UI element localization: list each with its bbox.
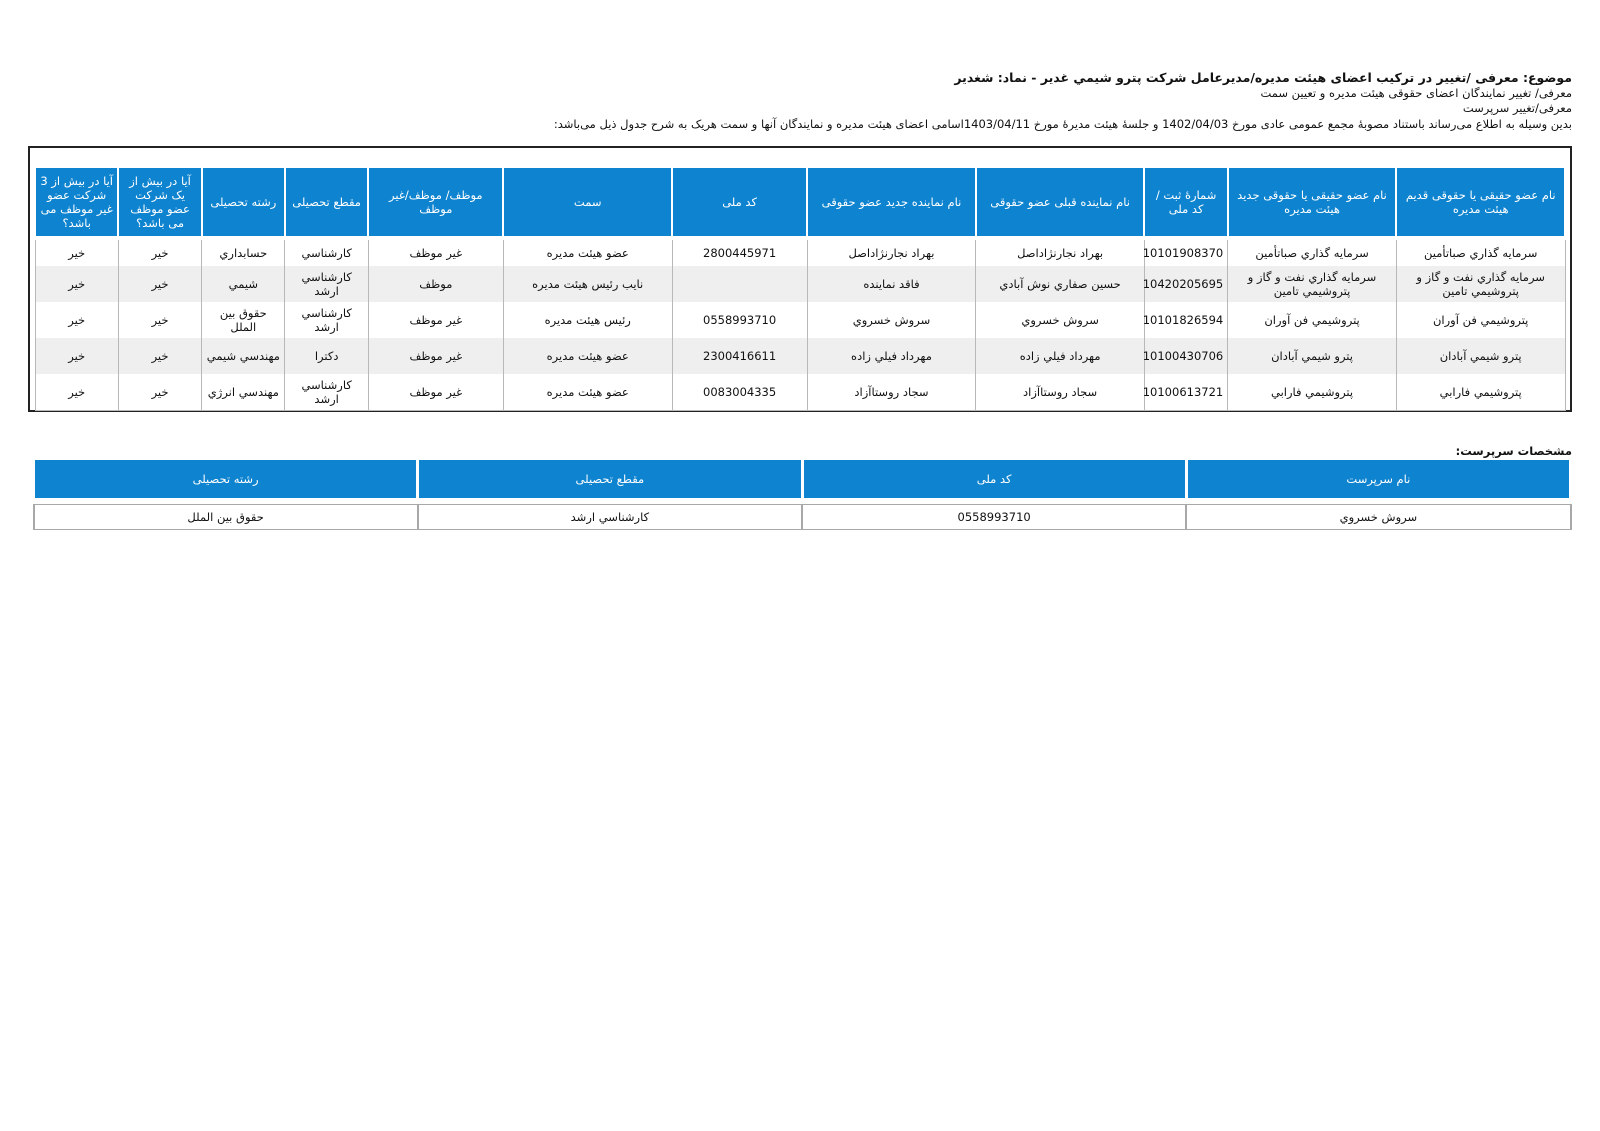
cell-new-representative: فاقد نماینده <box>807 266 976 302</box>
cell-field-of-study: حسابداري <box>202 240 285 266</box>
cell-previous-representative: سروش خسروي <box>976 302 1145 338</box>
cell-new-member: پترو شیمي آبادان <box>1228 338 1397 374</box>
cell-education-level: کارشناسي ارشد <box>285 302 368 338</box>
col-header-supervisor-national-id: کد ملی <box>802 460 1186 498</box>
cell-previous-representative: حسین صفاري نوش آبادي <box>976 266 1145 302</box>
cell-new-representative: سجاد روستاآزاد <box>807 374 976 411</box>
intro-line-3: بدین وسیله به اطلاع می‌رساند باستناد مصوبهٔ مجمع عمومی عادی مورخ 1402/04/03 و جلسهٔ هیئت مدیرهٔ مورخ 1403/04/11اسامی اعضای هیئت مدیره و نمایندگان آنها و سمت هریک به شرح جدول ذیل می‌باشد: <box>553 116 1572 131</box>
cell-education-level: دکترا <box>285 338 368 374</box>
col-header-supervisor-field-of-study: رشته تحصیلی <box>34 460 418 498</box>
cell-education-level: کارشناسي <box>285 240 368 266</box>
col-header-previous-representative: نام نماینده قبلی عضو حقوقی <box>976 168 1145 236</box>
cell-new-member: پتروشیمي فن آوران <box>1228 302 1397 338</box>
cell-old-member: پتروشیمي فارابي <box>1396 374 1565 411</box>
cell-new-member: پتروشیمي فارابي <box>1228 374 1397 411</box>
cell-supervisor-name: سروش خسروي <box>1186 505 1570 530</box>
cell-education-level: کارشناسي ارشد <box>285 374 368 411</box>
cell-previous-representative: سجاد روستاآزاد <box>976 374 1145 411</box>
cell-supervisor-education-level: کارشناسي ارشد <box>418 505 802 530</box>
cell-old-member: سرمایه گذاري نفت و گاز و پتروشیمي تامین <box>1396 266 1565 302</box>
cell-new-representative: مهرداد فیلي زاده <box>807 338 976 374</box>
cell-old-member: پترو شیمي آبادان <box>1396 338 1565 374</box>
cell-old-member: سرمایه گذاري صباتأمین <box>1396 240 1565 266</box>
announcement-header <box>32 70 1572 132</box>
cell-supervisor-field-of-study: حقوق بین الملل <box>34 505 418 530</box>
col-header-field-of-study: رشته تحصیلی <box>202 168 285 236</box>
cell-multi-non-executive: خیر <box>35 240 118 266</box>
cell-supervisor-national-id: 0558993710 <box>802 505 1186 530</box>
col-header-education-level: مقطع تحصیلی <box>285 168 368 236</box>
cell-position: عضو هیئت مدیره <box>503 338 672 374</box>
board-members-table <box>34 168 1566 411</box>
supervisor-table-wrap <box>32 460 1572 530</box>
cell-new-representative: سروش خسروي <box>807 302 976 338</box>
intro-line-1: معرفی/ تغییر نمایندگان اعضای حقوقی هیئت مدیره و تعیین سمت <box>1260 85 1572 100</box>
cell-registration-no: 10420205695 <box>1144 266 1227 302</box>
cell-executive-status: غیر موظف <box>368 302 503 338</box>
intro-line-2: معرفی/تغییر سرپرست <box>1462 101 1572 115</box>
cell-previous-representative: مهرداد فیلي زاده <box>976 338 1145 374</box>
cell-multi-non-executive: خیر <box>35 374 118 411</box>
col-header-supervisor-education-level: مقطع تحصیلی <box>418 460 802 498</box>
cell-previous-representative: بهراد نجارنژاداصل <box>976 240 1145 266</box>
cell-new-member: سرمایه گذاري صباتأمین <box>1228 240 1397 266</box>
cell-national-id: 2800445971 <box>672 240 807 266</box>
subject-line: موضوع: معرفی /تغییر در ترکیب اعضای هیئت مدیره/مدیرعامل شرکت پترو شیمي غدیر - نماد: شغدیر <box>954 70 1572 85</box>
cell-multi-executive: خیر <box>118 374 201 411</box>
cell-national-id: 2300416611 <box>672 338 807 374</box>
table-row <box>34 505 1571 530</box>
col-header-position: سمت <box>503 168 672 236</box>
cell-field-of-study: حقوق بین الملل <box>202 302 285 338</box>
supervisor-section-title: مشخصات سرپرست: <box>1455 444 1572 458</box>
cell-field-of-study: شیمي <box>202 266 285 302</box>
table-row <box>35 338 1565 374</box>
cell-national-id <box>672 266 807 302</box>
table-row <box>35 302 1565 338</box>
col-header-new-member: نام عضو حقیقی یا حقوقی جدید هیئت مدیره <box>1228 168 1397 236</box>
col-header-executive-status: موظف/ موظف/غیر موظف <box>368 168 503 236</box>
col-header-multi-executive: آیا در بیش از یک شرکت عضو موظف می باشد؟ <box>118 168 201 236</box>
cell-national-id: 0083004335 <box>672 374 807 411</box>
cell-registration-no: 10101908370 <box>1144 240 1227 266</box>
cell-executive-status: غیر موظف <box>368 338 503 374</box>
cell-multi-executive: خیر <box>118 266 201 302</box>
supervisor-header-row <box>34 460 1571 498</box>
cell-multi-executive: خیر <box>118 240 201 266</box>
cell-multi-executive: خیر <box>118 338 201 374</box>
col-header-old-member: نام عضو حقیقی یا حقوقی قدیم هیئت مدیره <box>1396 168 1565 236</box>
cell-executive-status: غیر موظف <box>368 240 503 266</box>
col-header-national-id: کد ملی <box>672 168 807 236</box>
cell-old-member: پتروشیمي فن آوران <box>1396 302 1565 338</box>
col-header-registration-no: شمارهٔ ثبت / کد ملی <box>1144 168 1227 236</box>
cell-executive-status: غیر موظف <box>368 374 503 411</box>
table-row <box>35 266 1565 302</box>
cell-new-member: سرمایه گذاري نفت و گاز و پتروشیمي تامین <box>1228 266 1397 302</box>
cell-registration-no: 10100430706 <box>1144 338 1227 374</box>
col-header-multi-non-executive: آیا در بیش از 3 شرکت عضو غیر موظف می باشد؟ <box>35 168 118 236</box>
cell-registration-no: 10101826594 <box>1144 302 1227 338</box>
board-header-row <box>35 168 1565 236</box>
cell-field-of-study: مهندسي شیمي <box>202 338 285 374</box>
cell-multi-non-executive: خیر <box>35 302 118 338</box>
cell-position: نایب رئیس هیئت مدیره <box>503 266 672 302</box>
cell-multi-executive: خیر <box>118 302 201 338</box>
col-header-supervisor-name: نام سرپرست <box>1186 460 1570 498</box>
table-row <box>35 374 1565 411</box>
cell-position: عضو هیئت مدیره <box>503 240 672 266</box>
cell-education-level: کارشناسي ارشد <box>285 266 368 302</box>
cell-national-id: 0558993710 <box>672 302 807 338</box>
table-row <box>35 240 1565 266</box>
cell-new-representative: بهراد نجارنژاداصل <box>807 240 976 266</box>
cell-multi-non-executive: خیر <box>35 338 118 374</box>
cell-position: رئیس هیئت مدیره <box>503 302 672 338</box>
cell-registration-no: 10100613721 <box>1144 374 1227 411</box>
board-table-frame <box>28 146 1572 412</box>
col-header-new-representative: نام نماینده جدید عضو حقوقی <box>807 168 976 236</box>
cell-position: عضو هیئت مدیره <box>503 374 672 411</box>
cell-multi-non-executive: خیر <box>35 266 118 302</box>
supervisor-table <box>32 460 1572 530</box>
cell-executive-status: موظف <box>368 266 503 302</box>
cell-field-of-study: مهندسي انرژي <box>202 374 285 411</box>
